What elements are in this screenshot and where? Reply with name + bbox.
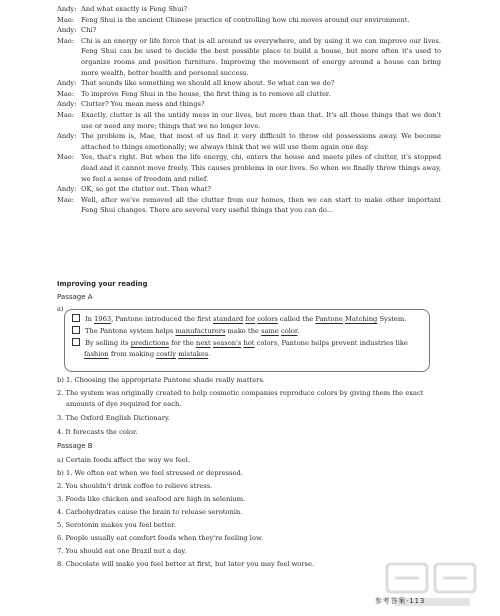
underlined-word: mistakes <box>178 349 209 358</box>
speaker: Andy: <box>57 26 77 35</box>
speaker: Mae: <box>57 195 75 204</box>
utterance: Yes, that's right. But when the life energy, chi, enters the house and meets piles of clutter, it's stopped dead and it cannot move freely. This causes problems in our lives. So when we finally throw things away, we feel a sense of freedom and relief. <box>81 153 441 183</box>
underlined-word: color <box>280 327 298 335</box>
utterance: Exactly, clutter is all the untidy mess in our lives, but more than that. It's all those things that we don't use or need any more; things that we no longer love. <box>81 110 441 130</box>
dialogue-turn <box>0 99 500 110</box>
checkbox-icon[interactable] <box>72 326 80 334</box>
text: System. <box>379 315 407 323</box>
dialogue-turn <box>0 25 500 36</box>
answer-line: 2. You shouldn't drink coffee to relieve stress. <box>57 482 213 490</box>
text: make the <box>227 327 259 335</box>
underlined-word: costly <box>156 349 177 358</box>
box-item-3 <box>72 338 424 359</box>
text: . <box>297 327 300 335</box>
dialogue-turn <box>0 36 500 78</box>
answer-line: 2. The system was originally created to help cosmetic companies reproduce colors by giving them the exact <box>57 389 424 397</box>
passage-b-heading: Passage B <box>57 442 93 450</box>
underlined-word: season's <box>212 339 242 347</box>
underlined-word: 1963 <box>94 315 112 323</box>
dialogue-turn <box>0 110 500 131</box>
box-item-1 <box>72 314 424 325</box>
underlined-word: manufacturers <box>175 327 226 335</box>
underlined-word: Pantone <box>315 315 343 323</box>
dialogue-turn <box>0 4 500 15</box>
text: . <box>208 349 211 358</box>
answer-line: 3. The Oxford English Dictionary. <box>57 414 170 422</box>
answer-line: 4. It forecasts the color. <box>57 428 138 436</box>
dialogue-turn <box>0 195 500 216</box>
answer-box <box>64 309 430 372</box>
underlined-word: Matching <box>345 315 378 323</box>
utterance: The problem is, Mae, that most of us find it very difficult to throw old possessions away. We become attached to things emotionally; we always think that we will use them again one day. <box>81 132 441 151</box>
answer-line: b) 1. Choosing the appropriate Pantone shade really matters. <box>57 376 265 384</box>
speaker: Mae: <box>57 153 75 162</box>
speaker: Andy: <box>57 132 77 141</box>
text: colors, Pantone helps prevent industries like <box>256 339 408 347</box>
checkbox-icon[interactable] <box>72 338 80 346</box>
underlined-word: for <box>245 315 256 323</box>
utterance: And what exactly is Feng Shui? <box>81 5 188 13</box>
underlined-word: fashion <box>84 349 109 358</box>
dialogue-turn <box>0 78 500 89</box>
page-footer: 参考答案·113 <box>375 597 426 605</box>
answer-line: 3. Foods like chicken and seafood are high in selenium. <box>57 495 246 503</box>
answer-line: b) 1. We often eat when we feel stressed or depressed. <box>57 469 243 477</box>
underlined-word: colors <box>257 315 278 323</box>
answer-line: amounts of dye required for each. <box>66 400 182 408</box>
utterance: OK, so get the clutter out. Then what? <box>81 185 212 194</box>
speaker: Mae: <box>57 110 75 119</box>
dialogue <box>0 4 500 216</box>
text: , Pantone introduced the first <box>111 315 211 323</box>
box-item-2 <box>72 326 424 337</box>
speaker: Mae: <box>57 89 75 98</box>
answer-line: 7. You should eat one Brazil nut a day. <box>57 547 187 555</box>
speaker: Andy: <box>57 79 77 88</box>
text: called the <box>279 315 314 323</box>
box-item-3-cont <box>72 349 424 360</box>
utterance: Well, after we've removed all the clutter from our homes, then we can start to make other important Feng Shui changes. There are several very useful things that you can do... <box>81 195 441 215</box>
answer-line: 4. Carbohydrates cause the brain to release serotonin. <box>57 508 243 516</box>
underlined-word: next <box>196 339 211 347</box>
dialogue-turn <box>0 152 500 184</box>
checkbox-icon[interactable] <box>72 314 80 322</box>
text: In <box>85 315 92 323</box>
dialogue-turn <box>0 15 500 26</box>
utterance: Feng Shui is the ancient Chinese practice of controlling how chi moves around our environment. <box>81 15 410 24</box>
utterance: Chi is an energy or life force that is all around us everywhere, and by using it we can improve our lives. Feng Shui can be used to decide the best possible place to build a house, but more often it's used to organize rooms and position furniture. Improving the movement of energy around a house can bring more wealth, better health and personal success. <box>81 36 441 77</box>
underlined-word: predictions <box>130 339 169 347</box>
speaker: Mae: <box>57 15 75 24</box>
part-a-label: a) <box>57 305 64 313</box>
text: for the <box>171 339 194 347</box>
underlined-word: same <box>261 327 279 335</box>
passage-a-heading: Passage A <box>57 293 93 301</box>
utterance: To improve Feng Shui in the house, the first thing is to remove all clutter. <box>81 89 331 98</box>
underlined-word: standard <box>213 315 244 323</box>
section-title: Improving your reading <box>57 280 148 288</box>
dialogue-turn <box>0 131 500 152</box>
answer-line: 5. Serotonin makes you feel better. <box>57 521 176 529</box>
answer-line: 8. Chocolate will make you feel better at first, but later you may feel worse. <box>57 560 315 568</box>
utterance: That sounds like something we should all know about. So what can we do? <box>81 79 335 88</box>
speaker: Andy: <box>57 185 77 194</box>
speaker: Mae: <box>57 36 75 45</box>
underlined-word: hot <box>243 339 255 347</box>
text: By selling its <box>85 339 129 347</box>
answer-line: a) Certain foods affect the way we feel. <box>57 456 191 464</box>
speaker: Andy: <box>57 5 77 13</box>
text: from making <box>110 349 155 358</box>
answer-line: 6. People usually eat comfort foods when they're feeling low. <box>57 534 264 542</box>
utterance: Chi? <box>81 26 97 35</box>
utterance: Clutter? You mean mess and things? <box>81 100 205 109</box>
speaker: Andy: <box>57 100 77 109</box>
dialogue-turn <box>0 184 500 195</box>
dialogue-turn <box>0 89 500 100</box>
text: The Pantone system helps <box>85 327 174 335</box>
